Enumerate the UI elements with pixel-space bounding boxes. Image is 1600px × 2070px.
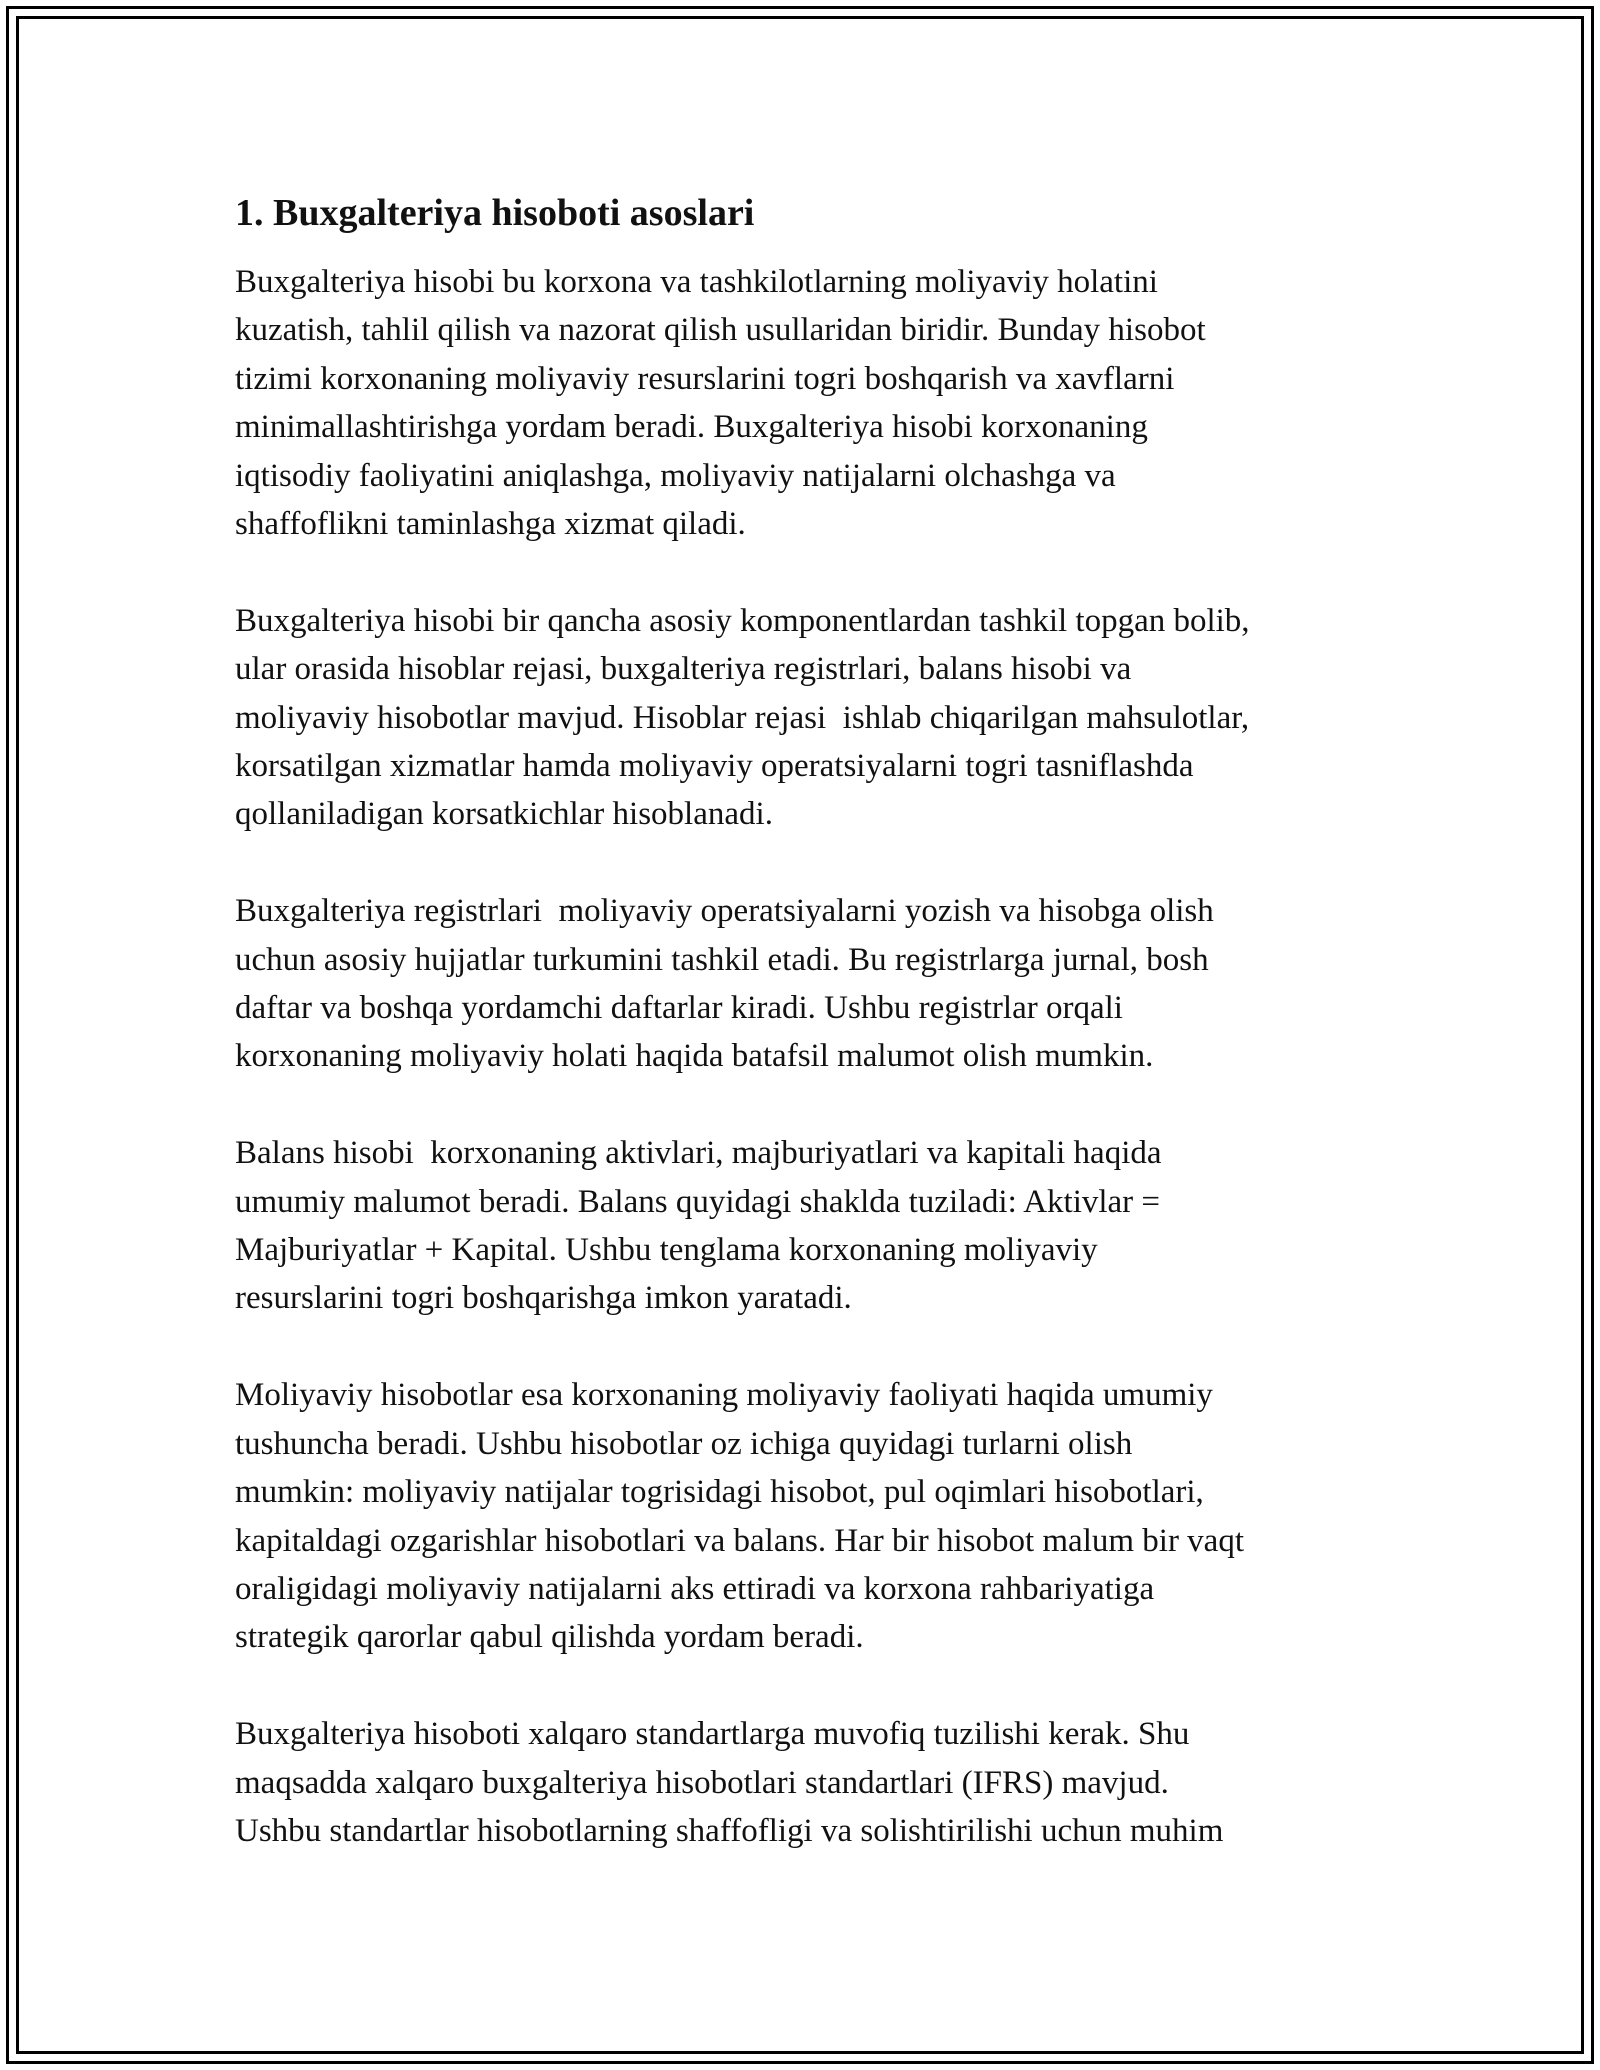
paragraph-line: Balans hisobi korxonaning aktivlari, majburiyatlari va kapitali haqida bbox=[235, 1135, 1162, 1172]
paragraph-line: resurslarini togri boshqarishga imkon yaratadi. bbox=[235, 1280, 852, 1317]
paragraph-line: shaffoflikni taminlashga xizmat qiladi. bbox=[235, 506, 746, 543]
paragraph-line: Buxgalteriya hisoboti xalqaro standartlarga muvofiq tuzilishi kerak. Shu bbox=[235, 1716, 1190, 1753]
paragraph bbox=[235, 887, 1385, 1081]
paragraph-line: korsatilgan xizmatlar hamda moliyaviy operatsiyalarni togri tasniflashda bbox=[235, 748, 1194, 785]
paragraph-line: kapitaldagi ozgarishlar hisobotlari va balans. Har bir hisobot malum bir vaqt bbox=[235, 1522, 1244, 1559]
paragraph-line: minimallashtirishga yordam beradi. Buxgalteriya hisobi korxonaning bbox=[235, 409, 1148, 446]
paragraph-line: ular orasida hisoblar rejasi, buxgalteriya registrlari, balans hisobi va bbox=[235, 651, 1132, 688]
paragraph bbox=[235, 1710, 1385, 1855]
paragraph bbox=[235, 1371, 1385, 1661]
paragraph bbox=[235, 1129, 1385, 1323]
document-body bbox=[235, 188, 1385, 1904]
paragraph-container bbox=[235, 258, 1385, 1855]
paragraph bbox=[235, 258, 1385, 548]
section-heading: 1. Buxgalteriya hisoboti asoslari bbox=[235, 192, 755, 234]
paragraph-line: kuzatish, tahlil qilish va nazorat qilish usullaridan biridir. Bunday hisobot bbox=[235, 312, 1206, 349]
paragraph-line: Buxgalteriya hisobi bir qancha asosiy komponentlardan tashkil topgan bolib, bbox=[235, 602, 1250, 639]
paragraph-line: Ushbu standartlar hisobotlarning shaffofligi va solishtirilishi uchun muhim bbox=[235, 1812, 1224, 1849]
paragraph-line: Majburiyatlar + Kapital. Ushbu tenglama korxonaning moliyaviy bbox=[235, 1232, 1098, 1269]
paragraph-line: daftar va boshqa yordamchi daftarlar kiradi. Ushbu registrlar orqali bbox=[235, 990, 1123, 1027]
paragraph-line: korxonaning moliyaviy holati haqida batafsil malumot olish mumkin. bbox=[235, 1038, 1154, 1075]
paragraph-line: mumkin: moliyaviy natijalar togrisidagi hisobot, pul oqimlari hisobotlari, bbox=[235, 1474, 1204, 1511]
paragraph-line: maqsadda xalqaro buxgalteriya hisobotlari standartlari (IFRS) mavjud. bbox=[235, 1764, 1169, 1801]
paragraph bbox=[235, 597, 1385, 839]
paragraph-line: umumiy malumot beradi. Balans quyidagi shaklda tuziladi: Aktivlar = bbox=[235, 1183, 1161, 1220]
paragraph-line: tizimi korxonaning moliyaviy resurslarini togri boshqarish va xavflarni bbox=[235, 360, 1175, 397]
paragraph-line: Buxgalteriya hisobi bu korxona va tashkilotlarning moliyaviy holatini bbox=[235, 264, 1158, 300]
paragraph-line: moliyaviy hisobotlar mavjud. Hisoblar rejasi ishlab chiqarilgan mahsulotlar, bbox=[235, 699, 1250, 736]
paragraph-line: Buxgalteriya registrlari moliyaviy operatsiyalarni yozish va hisobga olish bbox=[235, 893, 1214, 930]
paragraph-line: oraligidagi moliyaviy natijalarni aks ettiradi va korxona rahbariyatiga bbox=[235, 1570, 1155, 1607]
paragraph-line: strategik qarorlar qabul qilishda yordam beradi. bbox=[235, 1619, 864, 1656]
paragraph-line: uchun asosiy hujjatlar turkumini tashkil etadi. Bu registrlarga jurnal, bosh bbox=[235, 941, 1209, 978]
paragraph-line: Moliyaviy hisobotlar esa korxonaning moliyaviy faoliyati haqida umumiy bbox=[235, 1377, 1213, 1414]
paragraph-line: iqtisodiy faoliyatini aniqlashga, moliyaviy natijalarni olchashga va bbox=[235, 457, 1116, 494]
paragraph-line: qollaniladigan korsatkichlar hisoblanadi. bbox=[235, 796, 773, 833]
paragraph-line: tushuncha beradi. Ushbu hisobotlar oz ichiga quyidagi turlarni olish bbox=[235, 1425, 1133, 1462]
